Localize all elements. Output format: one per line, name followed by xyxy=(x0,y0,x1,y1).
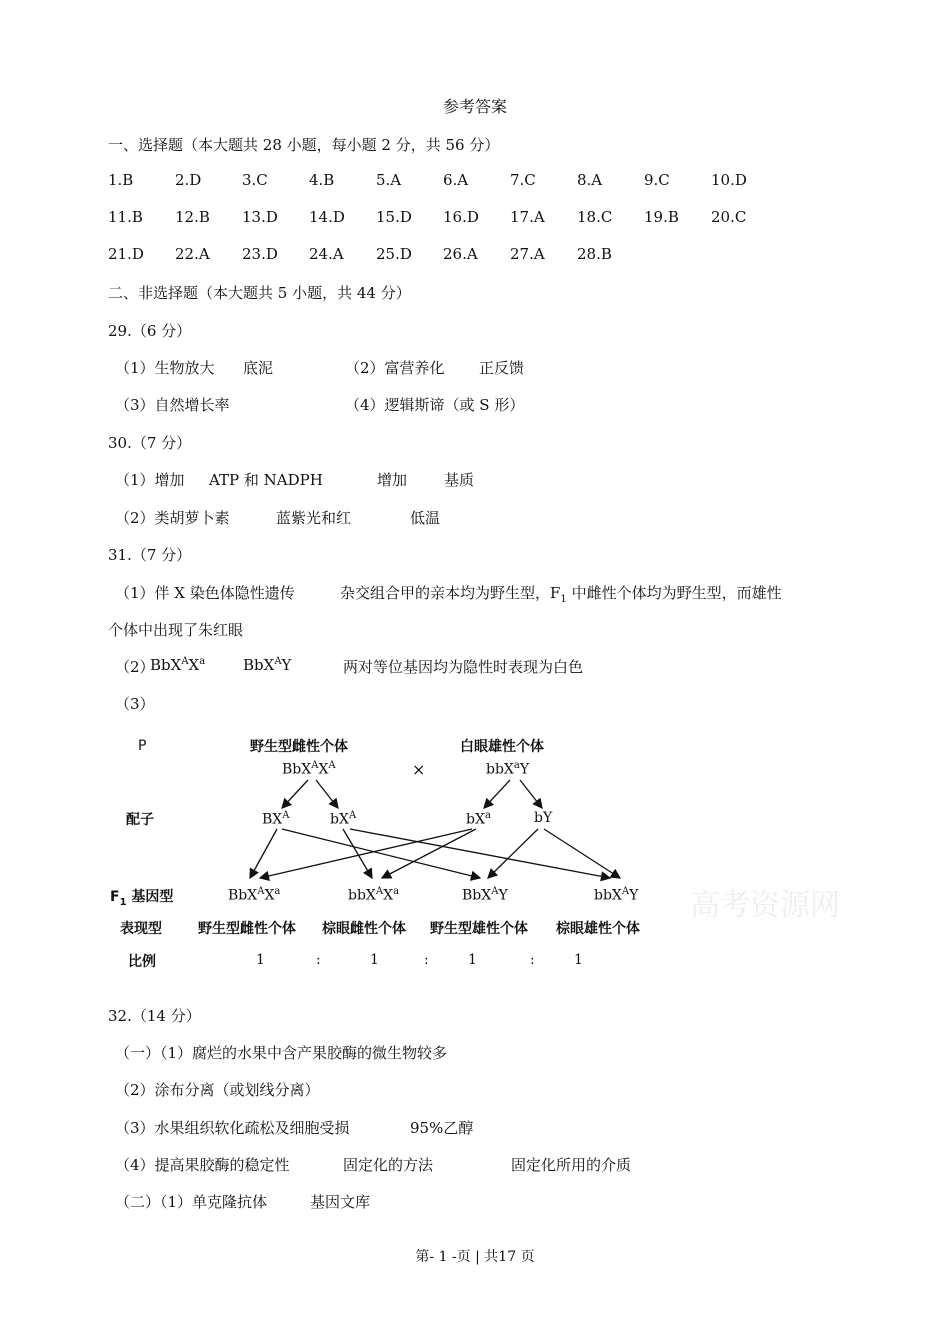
answer: 24.A xyxy=(309,245,344,263)
section-2-heading: 二、非选择题（本大题共 5 小题，共 44 分） xyxy=(108,284,411,302)
answer: 11.B xyxy=(108,208,143,226)
ratio-label: 比例 xyxy=(128,954,156,970)
arrow xyxy=(260,829,472,878)
male-parent-label: 白眼雄性个体 xyxy=(460,739,544,755)
q30-answer: 蓝紫光和红 xyxy=(276,509,352,527)
arrow xyxy=(544,829,620,878)
arrow xyxy=(488,829,538,878)
q31-genotype: BbX$^A$Y xyxy=(243,656,292,674)
q29-answer: 正反馈 xyxy=(479,359,525,377)
f1-genotype: bbX$^A$Y xyxy=(594,886,639,904)
answer: 17.A xyxy=(510,208,545,226)
q32-answer: 95%乙醇 xyxy=(410,1119,474,1137)
arrow xyxy=(484,780,510,808)
arrow xyxy=(520,780,542,808)
q32-answer: （二）（1）单克隆抗体 xyxy=(115,1193,268,1211)
phenotype: 野生型雌性个体 xyxy=(198,921,296,937)
q29-answer: （4）逻辑斯谛（或 S 形） xyxy=(345,396,525,414)
q29-answer: （1）生物放大 xyxy=(115,359,215,377)
answers-row-3 xyxy=(108,245,828,263)
ratio-separator: : xyxy=(424,952,429,968)
ratio-value: 1 xyxy=(256,952,265,968)
f1-genotype-label: $F_1$ 基因型 xyxy=(110,889,174,908)
f1-genotype: $BbX^AX^a$ xyxy=(228,886,281,904)
phenotype: 棕眼雌性个体 xyxy=(322,921,406,937)
q32-answer: 固定化所用的介质 xyxy=(511,1156,632,1174)
q32-heading: 32.（14 分） xyxy=(108,1007,201,1025)
phenotype: 野生型雄性个体 xyxy=(430,921,528,937)
gametes-label: 配子 xyxy=(126,812,154,828)
male-parent-genotype: bbX$^a$Y xyxy=(486,760,530,778)
genetic-cross-diagram xyxy=(110,728,730,978)
arrow xyxy=(382,829,476,878)
cross-symbol: × xyxy=(412,760,426,779)
gamete: $bX^A$ xyxy=(330,810,357,828)
answer: 5.A xyxy=(376,171,402,189)
female-parent-label: 野生型雌性个体 xyxy=(250,739,348,755)
generation-p-label: P xyxy=(138,738,147,754)
answer: 8.A xyxy=(577,171,603,189)
f1-genotype: $bbX^AX^a$ xyxy=(348,886,400,904)
answer: 21.D xyxy=(108,245,144,263)
q30-heading: 30.（7 分） xyxy=(108,434,192,452)
q31-answer: （2） xyxy=(115,658,155,676)
female-parent-genotype: $BbX^AX^A$ xyxy=(282,760,336,778)
answer: 18.C xyxy=(577,208,613,226)
arrow xyxy=(282,829,480,878)
q32-answer: 固定化的方法 xyxy=(343,1156,434,1174)
q31-heading: 31.（7 分） xyxy=(108,546,192,564)
page-title: 参考答案 xyxy=(442,97,507,116)
q32-answer: （2）涂布分离（或划线分离） xyxy=(115,1081,320,1099)
answer: 14.D xyxy=(309,208,345,226)
answer: 12.B xyxy=(175,208,210,226)
answer: 9.C xyxy=(644,171,670,189)
answer: 10.D xyxy=(711,171,747,189)
ratio-separator: : xyxy=(530,952,535,968)
answer: 25.D xyxy=(376,245,412,263)
answer: 4.B xyxy=(309,171,335,189)
answers-row-1 xyxy=(108,171,828,189)
q30-answer: 基质 xyxy=(444,471,475,489)
answer: 1.B xyxy=(108,171,134,189)
q29-answer: （2）富营养化 xyxy=(345,359,445,377)
q30-answer: 增加 xyxy=(377,471,408,489)
q31-answer: （3） xyxy=(115,695,155,713)
q29-answer: 底泥 xyxy=(243,359,274,377)
q31-answer: （1）伴 X 染色体隐性遗传 xyxy=(115,584,295,602)
gamete: $bX^a$ xyxy=(466,810,491,828)
phenotype: 棕眼雄性个体 xyxy=(556,921,640,937)
answer: 26.A xyxy=(443,245,478,263)
answer: 23.D xyxy=(242,245,278,263)
q30-answer: ATP 和 NADPH xyxy=(209,471,323,489)
arrow xyxy=(350,829,610,878)
ratio-value: 1 xyxy=(370,952,379,968)
page-footer: 第- 1 -页 | 共17 页 xyxy=(415,1249,535,1265)
answer: 20.C xyxy=(711,208,747,226)
answer: 15.D xyxy=(376,208,412,226)
q31-answer: 个体中出现了朱红眼 xyxy=(108,621,244,639)
gamete: bY xyxy=(534,810,553,826)
answer: 6.A xyxy=(443,171,469,189)
answer: 3.C xyxy=(242,171,268,189)
arrow xyxy=(282,780,308,808)
phenotype-label: 表现型 xyxy=(120,921,162,937)
f1-genotype: BbX$^A$Y xyxy=(462,886,508,904)
q32-answer: 基因文库 xyxy=(310,1193,371,1211)
answer: 7.C xyxy=(510,171,536,189)
ratio-value: 1 xyxy=(574,952,583,968)
gamete: $BX^A$ xyxy=(262,810,290,828)
answer: 19.B xyxy=(644,208,679,226)
answer: 13.D xyxy=(242,208,278,226)
q29-answer: （3）自然增长率 xyxy=(115,396,230,414)
answer: 22.A xyxy=(175,245,210,263)
q31-answer: 两对等位基因均为隐性时表现为白色 xyxy=(343,658,584,676)
q31-answer: 杂交组合甲的亲本均为野生型，$F_1$ 中雌性个体均为野生型，而雄性 xyxy=(340,584,782,605)
answer: 28.B xyxy=(577,245,612,263)
answer: 2.D xyxy=(175,171,202,189)
ratio-separator: : xyxy=(316,952,321,968)
q30-answer: （2）类胡萝卜素 xyxy=(115,509,230,527)
q31-genotype: $BbX^AX^a$ xyxy=(150,656,206,674)
q32-answer: （3）水果组织软化疏松及细胞受损 xyxy=(115,1119,350,1137)
q32-answer: （一）（1）腐烂的水果中含产果胶酶的微生物较多 xyxy=(115,1044,448,1062)
arrow xyxy=(316,780,338,808)
section-1-heading: 一、选择题（本大题共 28 小题，每小题 2 分，共 56 分） xyxy=(108,136,500,154)
q29-heading: 29.（6 分） xyxy=(108,322,192,340)
answer: 27.A xyxy=(510,245,545,263)
q32-answer: （4）提高果胶酶的稳定性 xyxy=(115,1156,290,1174)
answer: 16.D xyxy=(443,208,479,226)
answers-row-2 xyxy=(108,208,828,226)
arrow xyxy=(250,829,277,878)
q30-answer: （1）增加 xyxy=(115,471,185,489)
watermark: 高考资源网 xyxy=(690,888,840,923)
ratio-value: 1 xyxy=(468,952,477,968)
q30-answer: 低温 xyxy=(410,509,441,527)
